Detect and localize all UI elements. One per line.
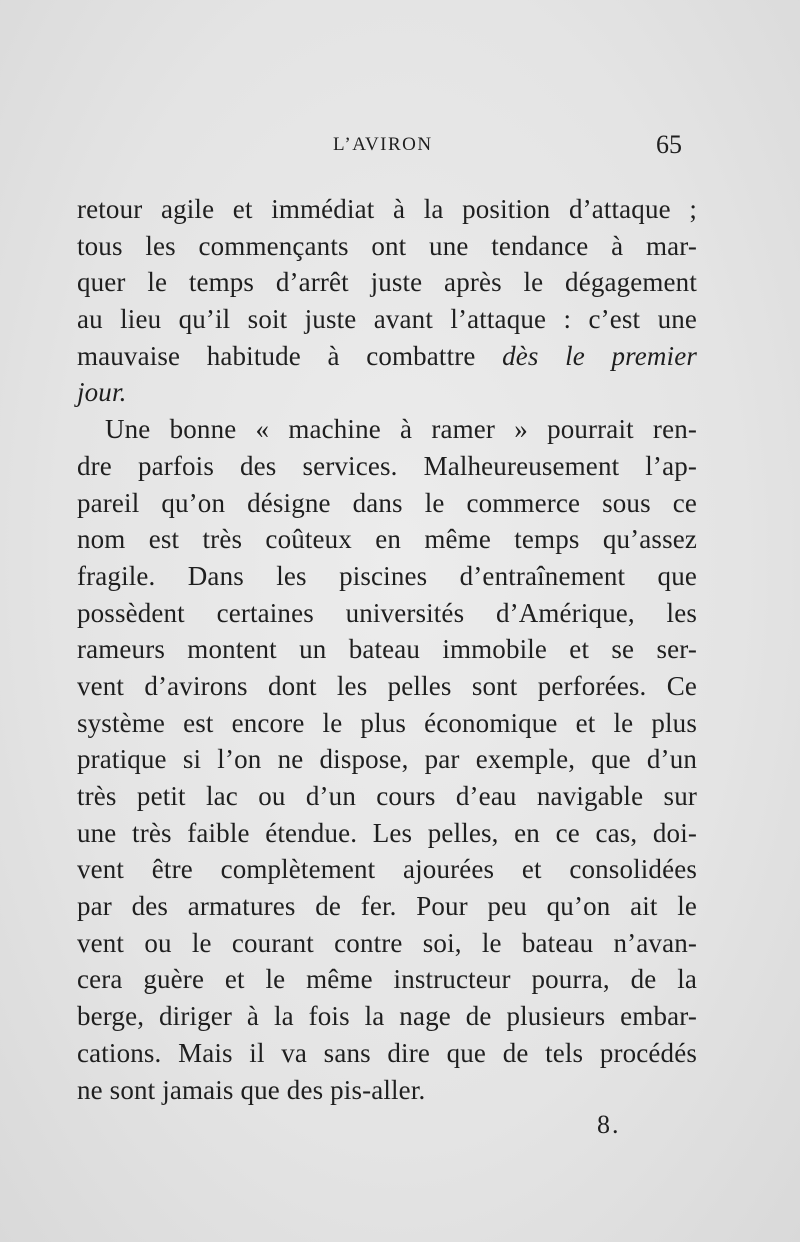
page-number: 65 xyxy=(656,130,682,159)
signature-mark: 8. xyxy=(597,1110,621,1139)
text-line-13: rameurs montent un bateau immobile et se ser- xyxy=(77,634,697,665)
text-line-23: berge, diriger à la fois la nage de plusieurs embar- xyxy=(77,1001,697,1032)
text-line-20: par des armatures de fer. Pour peu qu’on ait le xyxy=(77,891,697,922)
text-line-10: nom est très coûteux en même temps qu’assez xyxy=(77,524,697,555)
text-line-19: vent être complètement ajourées et consolidées xyxy=(77,854,697,885)
text-line-8: dre parfois des services. Malheureusement l’ap- xyxy=(77,450,697,481)
italic-phrase: dès le premier xyxy=(502,340,697,371)
text-line-14: vent d’avirons dont les pelles sont perforées. Ce xyxy=(77,670,697,701)
text-line-22: cera guère et le même instructeur pourra, de la xyxy=(77,964,697,995)
body-text xyxy=(77,191,697,1108)
text-line-15: système est encore le plus économique et le plus xyxy=(77,707,697,738)
text-line-11: fragile. Dans les piscines d’entraînement que xyxy=(77,560,697,591)
text-line-2: tous les commençants ont une tendance à mar- xyxy=(77,230,697,261)
text-line-3: quer le temps d’arrêt juste après le dégagement xyxy=(77,267,697,298)
text-line-9: pareil qu’on désigne dans le commerce sous ce xyxy=(77,487,697,518)
text-line-6: jour. xyxy=(77,377,127,408)
text-line-4: au lieu qu’il soit juste avant l’attaque : c’est une xyxy=(77,304,697,335)
text-line-18: une très faible étendue. Les pelles, en ce cas, doi- xyxy=(77,817,697,848)
text-line-5-roman: mauvaise habitude à combattre xyxy=(77,340,503,371)
running-title: L’AVIRON xyxy=(333,134,433,155)
text-line-24: cations. Mais il va sans dire que de tels procédés xyxy=(77,1037,697,1068)
running-head xyxy=(0,130,800,162)
text-line-16: pratique si l’on ne dispose, par exemple, que d’un xyxy=(77,744,697,775)
text-line-5 xyxy=(77,338,697,375)
text-line-21: vent ou le courant contre soi, le bateau n’avan- xyxy=(77,927,697,958)
text-line-25: ne sont jamais que des pis-aller. xyxy=(77,1074,426,1105)
text-line-1: retour agile et immédiat à la position d’attaque ; xyxy=(77,194,697,224)
text-line-7: Une bonne « machine à ramer » pourrait ren- xyxy=(105,414,697,445)
text-line-12: possèdent certaines universités d’Amérique, les xyxy=(77,597,697,628)
text-line-17: très petit lac ou d’un cours d’eau navigable sur xyxy=(77,781,697,811)
